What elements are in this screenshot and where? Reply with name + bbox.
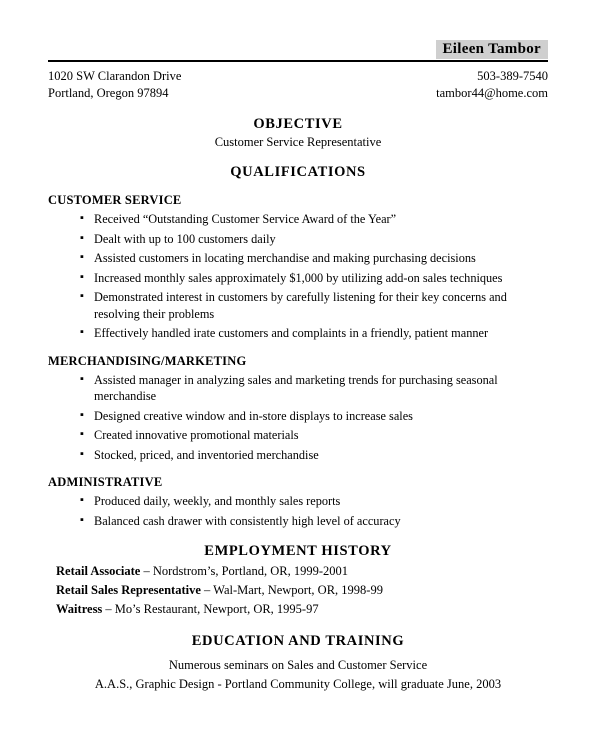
job-entry [56,600,548,619]
education-line: A.A.S., Graphic Design - Portland Community College, will graduate June, 2003 [94,677,502,691]
list-item: ▪ Designed creative window and in-store displays to increase sales [94,408,548,425]
qualification-group [48,475,548,529]
address-line-1: 1020 SW Clarandon Drive [48,69,182,83]
objective-text: Customer Service Representative [214,135,382,149]
group-list-administrative [48,493,548,529]
phone-number: 503-389-7540 [477,69,548,83]
name-bar [48,40,548,62]
qualifications-heading: QUALIFICATIONS [230,164,366,180]
qualification-group [48,354,548,464]
job-title: Retail Associate [56,564,141,578]
job-detail: – Mo’s Restaurant, Newport, OR, 1995-97 [102,602,319,616]
education-line: Numerous seminars on Sales and Customer Service [168,658,428,672]
contact-block [48,68,548,102]
list-item: ▪ Assisted manager in analyzing sales and marketing trends for purchasing seasonal merchandise [94,372,548,405]
address-line-2: Portland, Oregon 97894 [48,86,169,100]
list-item: ▪ Dealt with up to 100 customers daily [94,231,548,248]
contact-details [436,68,548,102]
candidate-name: Eileen Tambor [436,40,549,59]
resume-sheet [48,40,548,694]
list-item: ▪ Demonstrated interest in customers by carefully listening for their key concerns and resolving their problems [94,289,548,322]
job-detail: – Wal-Mart, Newport, OR, 1998-99 [200,583,383,597]
job-title: Retail Sales Representative [56,583,201,597]
list-item: ▪ Assisted customers in locating merchandise and making purchasing decisions [94,250,548,267]
group-title-administrative: ADMINISTRATIVE [48,475,163,489]
employment-list [48,562,548,619]
education-heading: EDUCATION AND TRAINING [191,633,405,649]
list-item: ▪ Increased monthly sales approximately $1,000 by utilizing add-on sales techniques [94,270,548,287]
job-title: Waitress [56,602,103,616]
list-item: ▪ Stocked, priced, and inventoried merchandise [94,447,548,464]
list-item: ▪ Created innovative promotional materials [94,427,548,444]
group-title-customer-service: CUSTOMER SERVICE [48,193,182,207]
qualification-group [48,193,548,342]
list-item: ▪ Balanced cash drawer with consistently high level of accuracy [94,513,548,530]
list-item: ▪ Received “Outstanding Customer Service Award of the Year” [94,211,548,228]
job-entry [56,581,548,600]
job-entry [56,562,548,581]
list-item: ▪ Produced daily, weekly, and monthly sales reports [94,493,548,510]
email-address: tambor44@home.com [436,86,548,100]
group-list-merchandising-marketing [48,372,548,464]
address-block [48,68,181,102]
objective-heading: OBJECTIVE [253,116,343,132]
job-detail: – Nordstrom’s, Portland, OR, 1999-2001 [140,564,348,578]
employment-heading: EMPLOYMENT HISTORY [204,543,392,559]
group-list-customer-service [48,211,548,342]
group-title-merchandising-marketing: MERCHANDISING/MARKETING [48,353,247,368]
list-item: ▪ Effectively handled irate customers and complaints in a friendly, patient manner [94,325,548,342]
